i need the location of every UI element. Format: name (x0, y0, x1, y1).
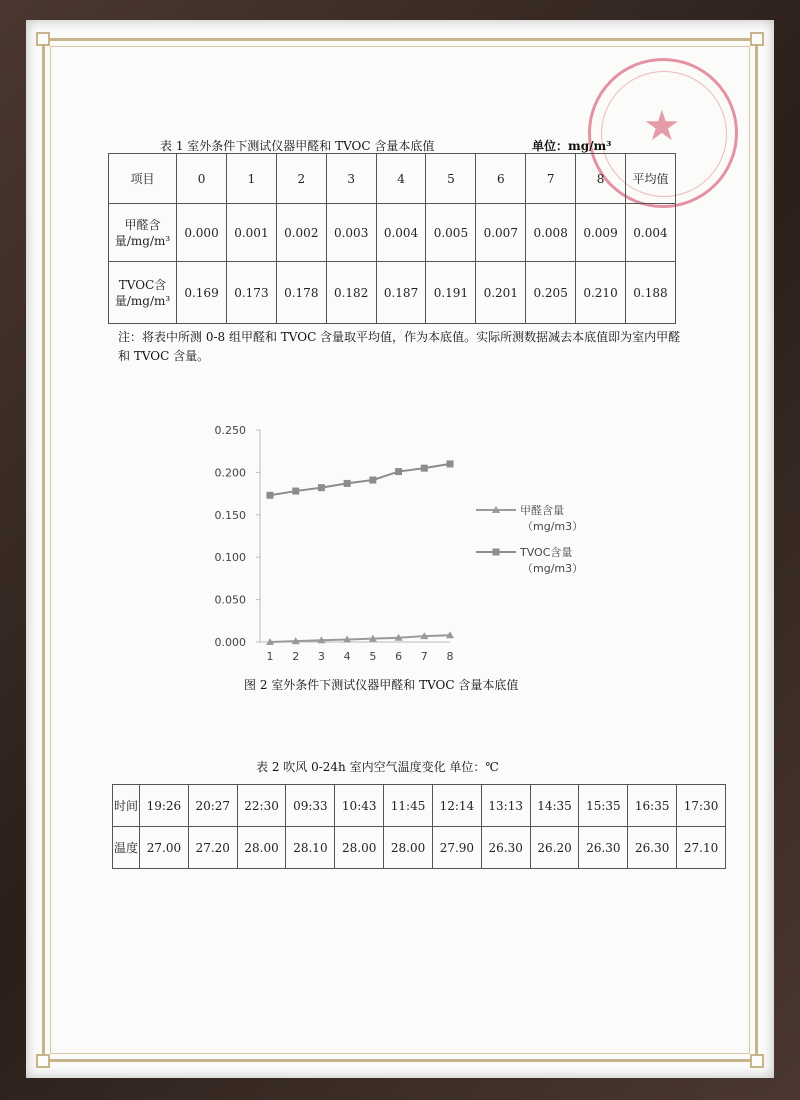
table-cell: 0.007 (476, 204, 526, 262)
table-cell: 10:43 (335, 785, 384, 827)
table1-unit: 单位：mg/m³ (532, 139, 612, 153)
table-cell: 0.004 (625, 204, 675, 262)
table-cell: 0.191 (426, 262, 476, 324)
table-cell: 0.003 (326, 204, 376, 262)
table2 (112, 784, 726, 869)
table2-caption: 表 2 吹风 0-24h 室内空气温度变化 单位：℃ (256, 760, 499, 774)
legend-label: （mg/m3） (522, 520, 584, 533)
legend-label: TVOC含量 (520, 546, 573, 559)
data-point (369, 477, 376, 484)
data-point (447, 460, 454, 467)
table-cell: 0.009 (576, 204, 626, 262)
data-point (395, 468, 402, 475)
table-cell: 26.30 (628, 827, 677, 869)
table-cell: 26.20 (530, 827, 579, 869)
table-cell: 27.20 (188, 827, 237, 869)
table-cell: 0.201 (476, 262, 526, 324)
y-tick-label: 0.050 (214, 593, 246, 607)
table2-row-label: 时间 (113, 785, 140, 827)
border-corner (750, 1054, 764, 1068)
table1-col-header: 5 (426, 154, 476, 204)
table-cell: 12:14 (432, 785, 481, 827)
x-tick-label: 6 (395, 650, 403, 663)
table-cell: 11:45 (384, 785, 433, 827)
table-cell: 0.002 (276, 204, 326, 262)
x-tick-label: 7 (420, 650, 428, 663)
table-cell: 0.004 (376, 204, 426, 262)
line-chart (200, 418, 620, 668)
table-cell: 28.00 (335, 827, 384, 869)
table-cell: 27.10 (677, 827, 726, 869)
table-cell: 28.00 (237, 827, 286, 869)
legend-label: 甲醛含量 (520, 504, 564, 517)
table1-col-header: 7 (526, 154, 576, 204)
table-cell: 0.169 (177, 262, 227, 324)
table1-col-header: 3 (326, 154, 376, 204)
table-cell: 0.008 (526, 204, 576, 262)
y-tick-label: 0.000 (214, 636, 246, 649)
table-cell: 0.188 (625, 262, 675, 324)
table-cell: 15:35 (579, 785, 628, 827)
table-cell: 16:35 (628, 785, 677, 827)
border-corner (750, 32, 764, 46)
table-cell: 28.10 (286, 827, 335, 869)
table-cell: 0.173 (226, 262, 276, 324)
seal-star-icon: ★ (643, 101, 681, 150)
table-cell: 0.178 (276, 262, 326, 324)
x-tick-label: 4 (343, 650, 351, 663)
border-corner (36, 1054, 50, 1068)
y-tick-label: 0.100 (214, 551, 246, 565)
table-cell: 14:35 (530, 785, 579, 827)
table-cell: 09:33 (286, 785, 335, 827)
table-cell: 0.000 (177, 204, 227, 262)
data-point (421, 465, 428, 472)
table1-header-label: 项目 (109, 154, 177, 204)
y-tick-label: 0.200 (214, 466, 246, 480)
table-cell: 0.205 (526, 262, 576, 324)
table-cell: 0.005 (426, 204, 476, 262)
table-cell: 27.00 (140, 827, 189, 869)
data-point (292, 488, 299, 495)
data-point (318, 484, 325, 491)
table1-row-label: 甲醛含量/mg/m³ (109, 204, 177, 262)
table-cell: 13:13 (481, 785, 530, 827)
table-cell: 17:30 (677, 785, 726, 827)
table-cell: 28.00 (384, 827, 433, 869)
table-cell: 0.001 (226, 204, 276, 262)
chart-caption: 图 2 室外条件下测试仪器甲醛和 TVOC 含量本底值 (244, 678, 519, 692)
table1-note: 注：将表中所测 0-8 组甲醛和 TVOC 含量取平均值，作为本底值。实际所测数据减去本底值即为室内甲醛和 TVOC 含量。 (118, 330, 681, 363)
table-row (113, 827, 726, 869)
table-cell: 20:27 (188, 785, 237, 827)
x-tick-label: 3 (317, 650, 325, 663)
table-row (109, 204, 676, 262)
table-cell: 0.182 (326, 262, 376, 324)
table1-col-header: 0 (177, 154, 227, 204)
table-cell: 19:26 (140, 785, 189, 827)
x-tick-label: 8 (446, 650, 454, 663)
data-point (267, 492, 274, 499)
data-point (344, 480, 351, 487)
table1-col-header: 2 (276, 154, 326, 204)
table1-col-header: 1 (226, 154, 276, 204)
y-tick-label: 0.150 (214, 508, 246, 522)
x-tick-label: 1 (266, 650, 274, 663)
table-cell: 26.30 (579, 827, 628, 869)
table-cell: 27.90 (432, 827, 481, 869)
table2-row-label: 温度 (113, 827, 140, 869)
y-tick-label: 0.250 (214, 424, 246, 437)
table1-col-header: 8 (576, 154, 626, 204)
table1-col-header: 4 (376, 154, 426, 204)
table-cell: 22:30 (237, 785, 286, 827)
table-cell: 0.210 (576, 262, 626, 324)
table1-col-header: 平均值 (625, 154, 675, 204)
table1-header-row (109, 154, 676, 204)
table-row (109, 262, 676, 324)
table1 (108, 153, 676, 324)
x-tick-label: 2 (292, 650, 300, 663)
legend-marker (493, 549, 500, 556)
table1-col-header: 6 (476, 154, 526, 204)
x-tick-label: 5 (369, 650, 377, 663)
border-corner (36, 32, 50, 46)
table-cell: 0.187 (376, 262, 426, 324)
legend-label: （mg/m3） (522, 562, 584, 575)
table-cell: 26.30 (481, 827, 530, 869)
table1-caption: 表 1 室外条件下测试仪器甲醛和 TVOC 含量本底值 (160, 139, 435, 153)
table-row (113, 785, 726, 827)
table1-row-label: TVOC含量/mg/m³ (109, 262, 177, 324)
